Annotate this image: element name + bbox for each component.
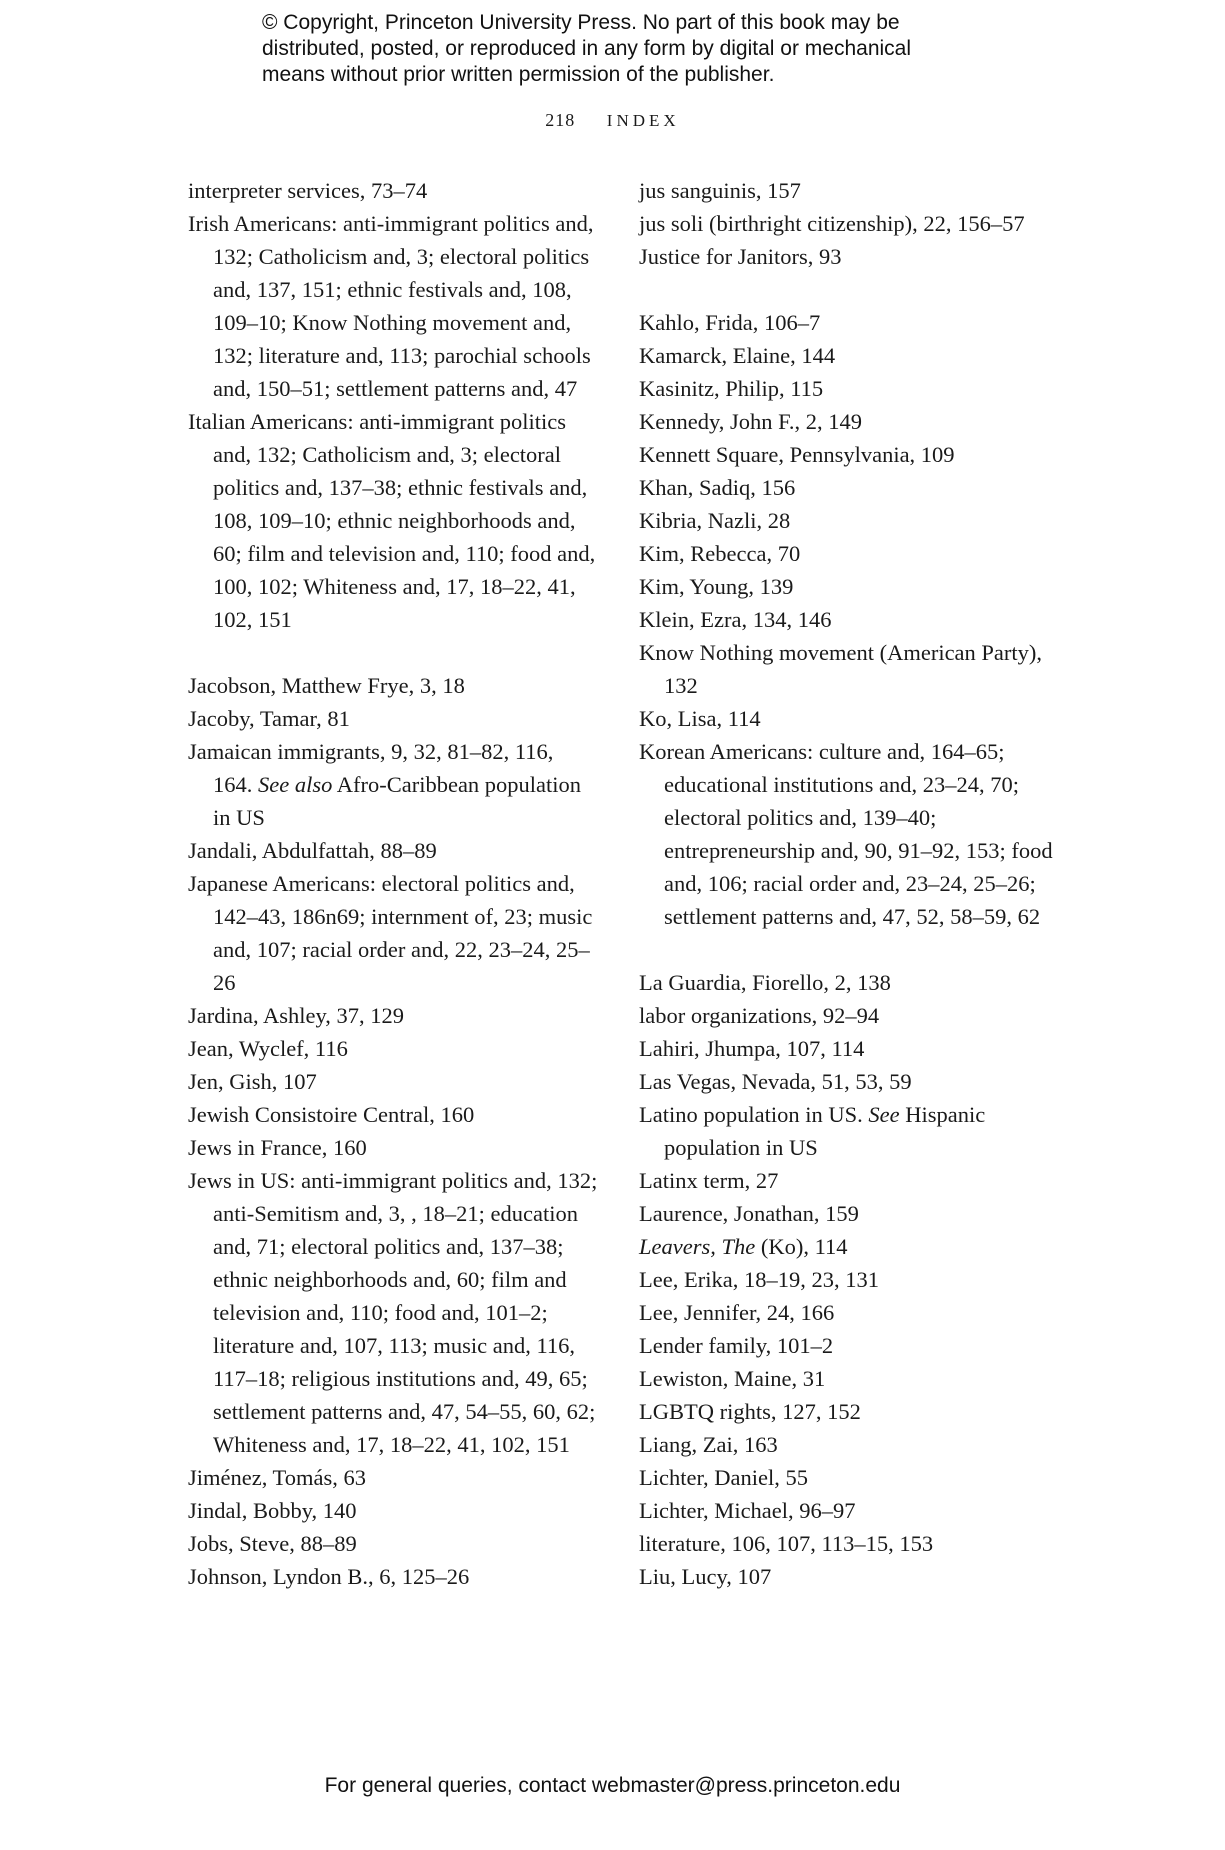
index-entry-text: Lichter, Michael, 96–97: [639, 1498, 856, 1523]
index-entry-text: Kim, Rebecca, 70: [639, 541, 801, 566]
index-entry: [639, 1263, 1059, 1296]
index-entry: [639, 471, 1059, 504]
index-column-right: [639, 174, 1059, 1593]
index-entry-text: literature, 106, 107, 113–15, 153: [639, 1531, 934, 1556]
index-entry-text: LGBTQ rights, 127, 152: [639, 1399, 861, 1424]
index-entry-text: Kibria, Nazli, 28: [639, 508, 791, 533]
index-entry-text: La Guardia, Fiorello, 2, 138: [639, 970, 891, 995]
index-entry: [639, 1065, 1059, 1098]
index-entry-text: Kamarck, Elaine, 144: [639, 343, 836, 368]
index-entry-text: Ko, Lisa, 114: [639, 706, 761, 731]
footer-contact: For general queries, contact webmaster@press.princeton.edu: [324, 1774, 901, 1797]
index-entry-text: Jamaican immigrants, 9, 32, 81–82, 116, 164.: [188, 739, 554, 797]
index-entry-text: Lahiri, Jhumpa, 107, 114: [639, 1036, 865, 1061]
index-entry-text: Jacoby, Tamar, 81: [188, 706, 350, 731]
index-entry-text: Jardina, Ashley, 37, 129: [188, 1003, 405, 1028]
index-entry: [639, 405, 1059, 438]
letter-group-gap: [188, 636, 598, 669]
index-entry-text: Khan, Sadiq, 156: [639, 475, 796, 500]
index-entry: [188, 867, 598, 999]
index-entry: [188, 834, 598, 867]
copyright-line: distributed, posted, or reproduced in any form by digital or mechanical: [262, 37, 912, 60]
index-entry-text: Justice for Janitors, 93: [639, 244, 842, 269]
index-entry: [639, 1164, 1059, 1197]
index-entry: [639, 1098, 1059, 1164]
index-entry-italic: See: [868, 1102, 900, 1127]
index-entry: [188, 1164, 598, 1461]
index-entry-text: Korean Americans: culture and, 164–65; educational institutions and, 23–24, 70; electoral politics and, 139–40; entrepreneurship and, 90, 91–92, 153; food and, 106; racial order and, 23–24, 25–26; settlement patterns and, 47, 52, 58–59, 62: [639, 739, 1053, 929]
index-entry-text: Jews in France, 160: [188, 1135, 367, 1160]
index-entry: [639, 1296, 1059, 1329]
index-entry: [639, 438, 1059, 471]
index-entry-text: Jewish Consistoire Central, 160: [188, 1102, 475, 1127]
index-entry: [639, 207, 1059, 240]
index-entry-text: Lee, Erika, 18–19, 23, 131: [639, 1267, 879, 1292]
index-entry-text: Kennett Square, Pennsylvania, 109: [639, 442, 955, 467]
index-entry-text: Kim, Young, 139: [639, 574, 794, 599]
index-entry: [639, 1362, 1059, 1395]
index-entry-text: Irish Americans: anti-immigrant politics and, 132; Catholicism and, 3; electoral politics and, 137, 151; ethnic festivals and, 108, 109–10; Know Nothing movement and, 132; literature and, 113; parochial schools and, 150–51; settlement patterns and, 47: [188, 211, 594, 401]
index-entry: [639, 999, 1059, 1032]
index-entry: [188, 1461, 598, 1494]
index-entry: [639, 1527, 1059, 1560]
index-entry: [188, 735, 598, 834]
index-entry: [188, 174, 598, 207]
index-entry: [639, 339, 1059, 372]
index-entry-text: Jobs, Steve, 88–89: [188, 1531, 357, 1556]
index-entry-text: Kahlo, Frida, 106–7: [639, 310, 821, 335]
index-entry-text: Latinx term, 27: [639, 1168, 779, 1193]
index-entry-text: Johnson, Lyndon B., 6, 125–26: [188, 1564, 470, 1589]
index-entry: [639, 636, 1059, 702]
index-entry-text: Jiménez, Tomás, 63: [188, 1465, 366, 1490]
index-entry: [639, 1461, 1059, 1494]
index-entry-text: (Ko), 114: [755, 1234, 848, 1259]
index-column-left: [188, 174, 598, 1593]
index-entry: [639, 537, 1059, 570]
index-entry: [188, 1494, 598, 1527]
index-entry-text: Las Vegas, Nevada, 51, 53, 59: [639, 1069, 912, 1094]
index-entry: [188, 405, 598, 636]
index-entry: [639, 240, 1059, 273]
index-entry-text: interpreter services, 73–74: [188, 178, 428, 203]
index-entry-text: Afro-Caribbean population in US: [213, 772, 582, 830]
index-entry: [188, 702, 598, 735]
index-entry: [639, 1494, 1059, 1527]
copyright-line: © Copyright, Princeton University Press. No part of this book may be: [262, 11, 900, 34]
index-entry: [639, 570, 1059, 603]
index-entry-text: Jindal, Bobby, 140: [188, 1498, 357, 1523]
index-entry: [639, 1329, 1059, 1362]
index-entry-text: labor organizations, 92–94: [639, 1003, 880, 1028]
copyright-notice: [262, 10, 1022, 88]
index-entry-italic: Leavers, The: [639, 1234, 756, 1259]
index-entry: [639, 966, 1059, 999]
index-entry-text: Jen, Gish, 107: [188, 1069, 317, 1094]
section-title: INDEX: [606, 111, 680, 130]
index-entry: [639, 1197, 1059, 1230]
index-entry: [188, 999, 598, 1032]
index-entry: [639, 1560, 1059, 1593]
index-entry-text: Kennedy, John F., 2, 149: [639, 409, 862, 434]
index-entry-text: jus soli (birthright citizenship), 22, 156–57: [639, 211, 1025, 236]
index-entry: [639, 603, 1059, 636]
letter-group-gap: [639, 933, 1059, 966]
index-entry-text: Lender family, 101–2: [639, 1333, 834, 1358]
index-entry: [188, 207, 598, 405]
index-entry-text: Italian Americans: anti-immigrant politics and, 132; Catholicism and, 3; electoral politics and, 137–38; ethnic festivals and, 108, 109–10; ethnic neighborhoods and, 60; film and television and, 110; food and, 100, 102; Whiteness and, 17, 18–22, 41, 102, 151: [188, 409, 596, 632]
letter-group-gap: [639, 273, 1059, 306]
index-entry: [639, 1395, 1059, 1428]
index-entry: [188, 1098, 598, 1131]
index-entry-italic: See also: [258, 772, 333, 797]
index-entry: [639, 306, 1059, 339]
index-entry-text: Know Nothing movement (American Party), 132: [639, 640, 1043, 698]
index-entry-text: Kasinitz, Philip, 115: [639, 376, 824, 401]
index-entry: [188, 1131, 598, 1164]
index-entry-text: Jacobson, Matthew Frye, 3, 18: [188, 673, 465, 698]
copyright-line: means without prior written permission of the publisher.: [262, 63, 775, 86]
page-number: 218: [545, 110, 576, 130]
index-entry-text: Jean, Wyclef, 116: [188, 1036, 348, 1061]
index-entry: [639, 702, 1059, 735]
running-head: [0, 110, 1225, 131]
index-entry-text: Klein, Ezra, 134, 146: [639, 607, 832, 632]
index-entry: [188, 1560, 598, 1593]
index-entry: [639, 372, 1059, 405]
index-entry-text: Liu, Lucy, 107: [639, 1564, 772, 1589]
index-entry-text: Lee, Jennifer, 24, 166: [639, 1300, 835, 1325]
index-entry: [639, 1428, 1059, 1461]
index-entry: [639, 1032, 1059, 1065]
index-entry-text: Jandali, Abdulfattah, 88–89: [188, 838, 437, 863]
index-entry: [188, 669, 598, 702]
index-entry-text: jus sanguinis, 157: [639, 178, 801, 203]
index-entry: [639, 504, 1059, 537]
index-entry: [639, 735, 1059, 933]
index-entry-text: Lewiston, Maine, 31: [639, 1366, 826, 1391]
index-entry: [639, 174, 1059, 207]
index-entry-text: Lichter, Daniel, 55: [639, 1465, 809, 1490]
index-entry-text: Japanese Americans: electoral politics and, 142–43, 186n69; internment of, 23; music and, 107; racial order and, 22, 23–24, 25–26: [188, 871, 593, 995]
index-entry-text: Liang, Zai, 163: [639, 1432, 778, 1457]
index-entry: [188, 1527, 598, 1560]
index-entry: [188, 1065, 598, 1098]
index-entry-text: Laurence, Jonathan, 159: [639, 1201, 859, 1226]
index-entry: [639, 1230, 1059, 1263]
index-entry-text: Latino population in US.: [639, 1102, 869, 1127]
index-entry-text: Jews in US: anti-immigrant politics and, 132; anti-Semitism and, 3, , 18–21; education and, 71; electoral politics and, 137–38; ethnic neighborhoods and, 60; film and television and, 110; food and, 101–2; literature and, 107, 113; music and, 116, 117–18; religious institutions and, 49, 65; settlement patterns and, 47, 54–55, 60, 62; Whiteness and, 17, 18–22, 41, 102, 151: [188, 1168, 598, 1457]
index-entry-text: Hispanic population in US: [664, 1102, 986, 1160]
index-entry: [188, 1032, 598, 1065]
